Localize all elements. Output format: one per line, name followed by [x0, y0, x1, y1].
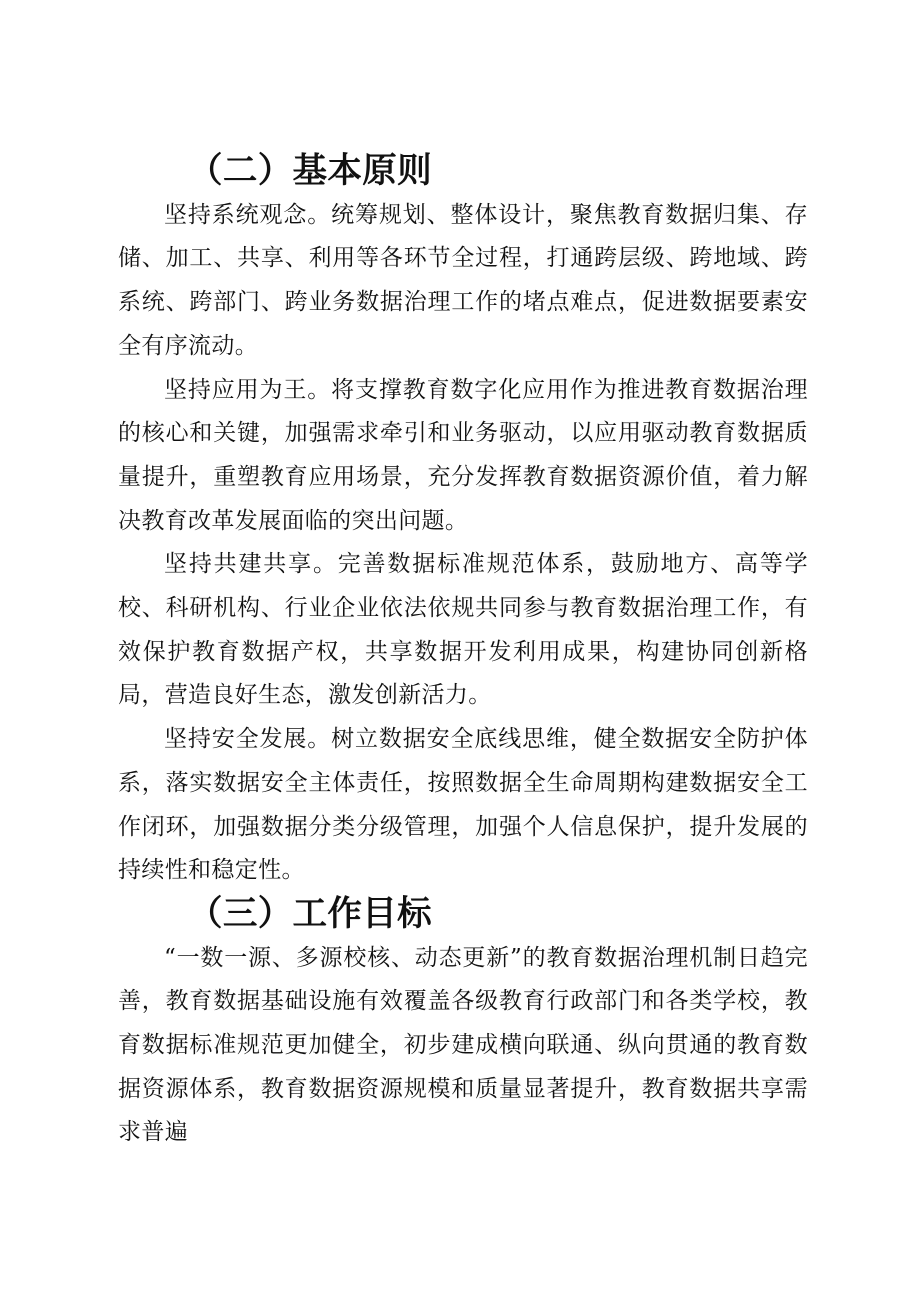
paragraph-system-view	[118, 194, 808, 369]
section-heading-basic-principles: （二）基本原则	[188, 151, 432, 191]
paragraph-goal-overview	[118, 937, 808, 1156]
paragraph-body: “一数一源、多源校核、动态更新”的教育数据治理机制日趋完善，教育数据基础设施有效覆盖各级教育行政部门和各类学校，教育数据标准规范更加健全，初步建成横向联通、纵向贯通的教育数据资源体系，教育数据资源规模和质量显著提升，教育数据共享需求普遍	[118, 944, 808, 1146]
paragraph-secure-development	[118, 718, 808, 893]
section-work-goals	[118, 893, 808, 1155]
paragraph-body: 将支撑教育数字化应用作为推进教育数据治理的核心和关键，加强需求牵引和业务驱动，以应用驱动教育数据质量提升，重塑教育应用场景，充分发挥教育数据资源价值，着力解决教育改革发展面临的突出问题。	[118, 376, 809, 534]
paragraph-body: 统筹规划、整体设计，聚焦教育数据归集、存储、加工、共享、利用等各环节全过程，打通跨层级、跨地域、跨系统、跨部门、跨业务数据治理工作的堵点难点，促进数据要素安全有序流动。	[118, 201, 809, 359]
paragraph-body: 完善数据标准规范体系，鼓励地方、高等学校、科研机构、行业企业依法依规共同参与教育数据治理工作，有效保护教育数据产权，共享数据开发利用成果，构建协同创新格局，营造良好生态，激发创新活力。	[118, 551, 808, 709]
document-page	[118, 150, 808, 1155]
section-heading-work-goals: （三）工作目标	[188, 893, 432, 934]
section-basic-principles	[118, 150, 808, 893]
paragraph-body: 树立数据安全底线思维，健全数据安全防护体系，落实数据安全主体责任，按照数据全生命周期构建数据安全工作闭环，加强数据分类分级管理，加强个人信息保护，提升发展的持续性和稳定性。	[118, 726, 809, 884]
paragraph-application-first	[118, 369, 808, 544]
paragraph-lead: 坚持应用为王。	[164, 376, 332, 403]
paragraph-lead: 坚持共建共享。	[164, 551, 338, 578]
paragraph-lead: 坚持安全发展。	[164, 726, 332, 753]
paragraph-co-building-sharing	[118, 543, 808, 718]
paragraph-lead: 坚持系统观念。	[164, 201, 332, 228]
